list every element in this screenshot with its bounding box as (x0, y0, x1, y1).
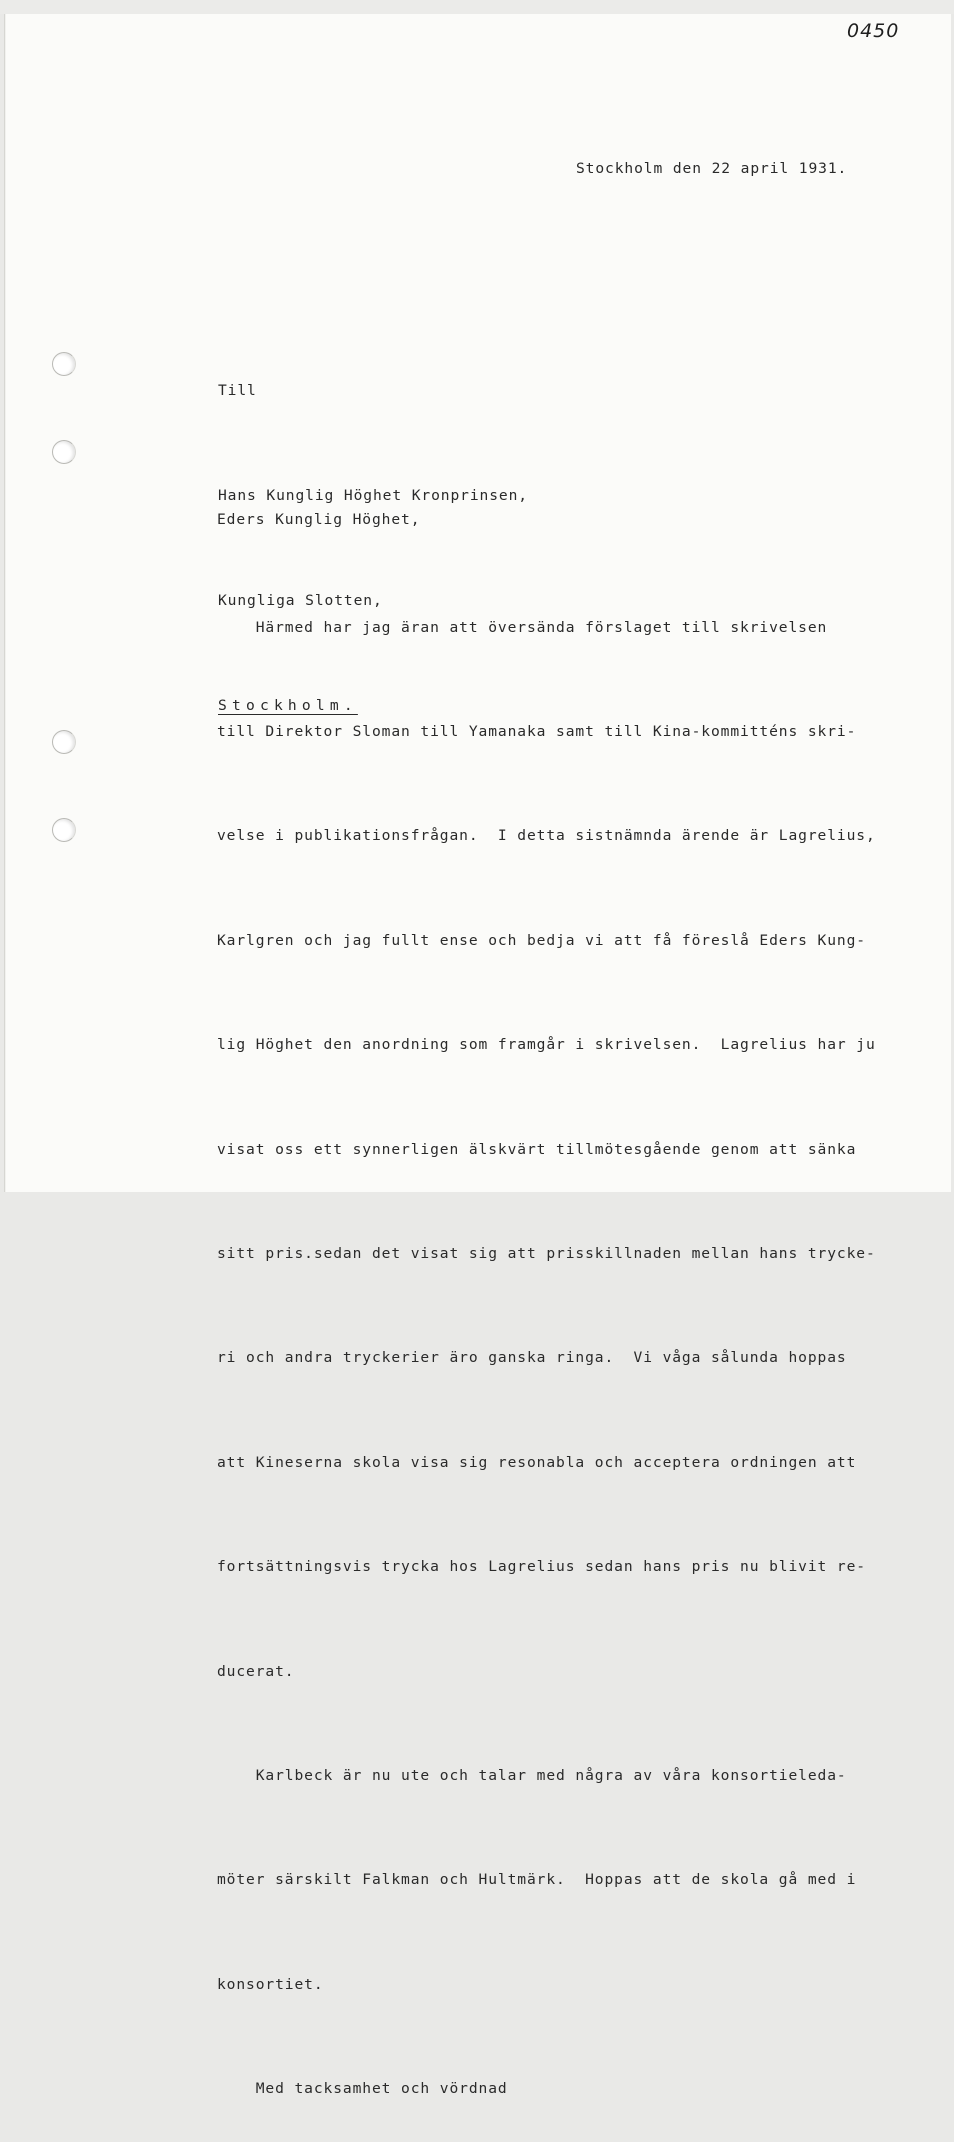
body-line: visat oss ett synnerligen älskvärt tillmötesgående genom att sänka (217, 1140, 857, 1158)
body-line: fortsättningsvis trycka hos Lagrelius sedan hans pris nu blivit re- (217, 1558, 866, 1576)
body-line: velse i publikationsfrågan. I detta sistnämnda ärende är Lagrelius, (217, 827, 876, 845)
punch-hole (52, 440, 76, 464)
salutation: Eders Kunglig Höghet, (217, 511, 421, 528)
body-line: sitt pris.sedan det visat sig att prisskillnaden mellan hans trycke- (217, 1244, 876, 1262)
body-line: Härmed har jag äran att översända förslaget till skrivelsen (217, 618, 828, 636)
body-line: ducerat. (217, 1662, 295, 1680)
punch-hole (52, 730, 76, 754)
body-line: lig Höghet den anordning som framgår i skrivelsen. Lagrelius har ju (217, 1036, 876, 1054)
body-line: Med tacksamhet och vördnad (217, 2080, 508, 2098)
address-line-recipient: Hans Kunglig Höghet Kronprinsen, (218, 487, 528, 504)
archive-number: 0450 (847, 20, 900, 42)
scan-background (0, 0, 954, 14)
body-line: ri och andra tryckerier äro ganska ringa. Vi våga sålunda hoppas (217, 1349, 847, 1367)
letter-body (217, 541, 876, 2142)
address-city: Stockholm. (218, 697, 358, 714)
address-line-till: Till (218, 382, 257, 399)
body-line: till Direktor Sloman till Yamanaka samt till Kina-kommitténs skri- (217, 722, 857, 740)
body-line: Karlgren och jag fullt ense och bedja vi att få föreslå Eders Kung- (217, 931, 866, 949)
address-line-palace: Kungliga Slotten, (218, 592, 383, 609)
body-line: Karlbeck är nu ute och talar med några av våra konsortieleda- (217, 1766, 847, 1784)
punch-hole (52, 352, 76, 376)
body-line: möter särskilt Falkman och Hultmärk. Hoppas att de skola gå med i (217, 1871, 857, 1889)
dateline: Stockholm den 22 april 1931. (576, 160, 848, 177)
punch-hole (52, 818, 76, 842)
body-line: konsortiet. (217, 1975, 324, 1993)
body-line: att Kineserna skola visa sig resonabla och acceptera ordningen att (217, 1453, 857, 1471)
